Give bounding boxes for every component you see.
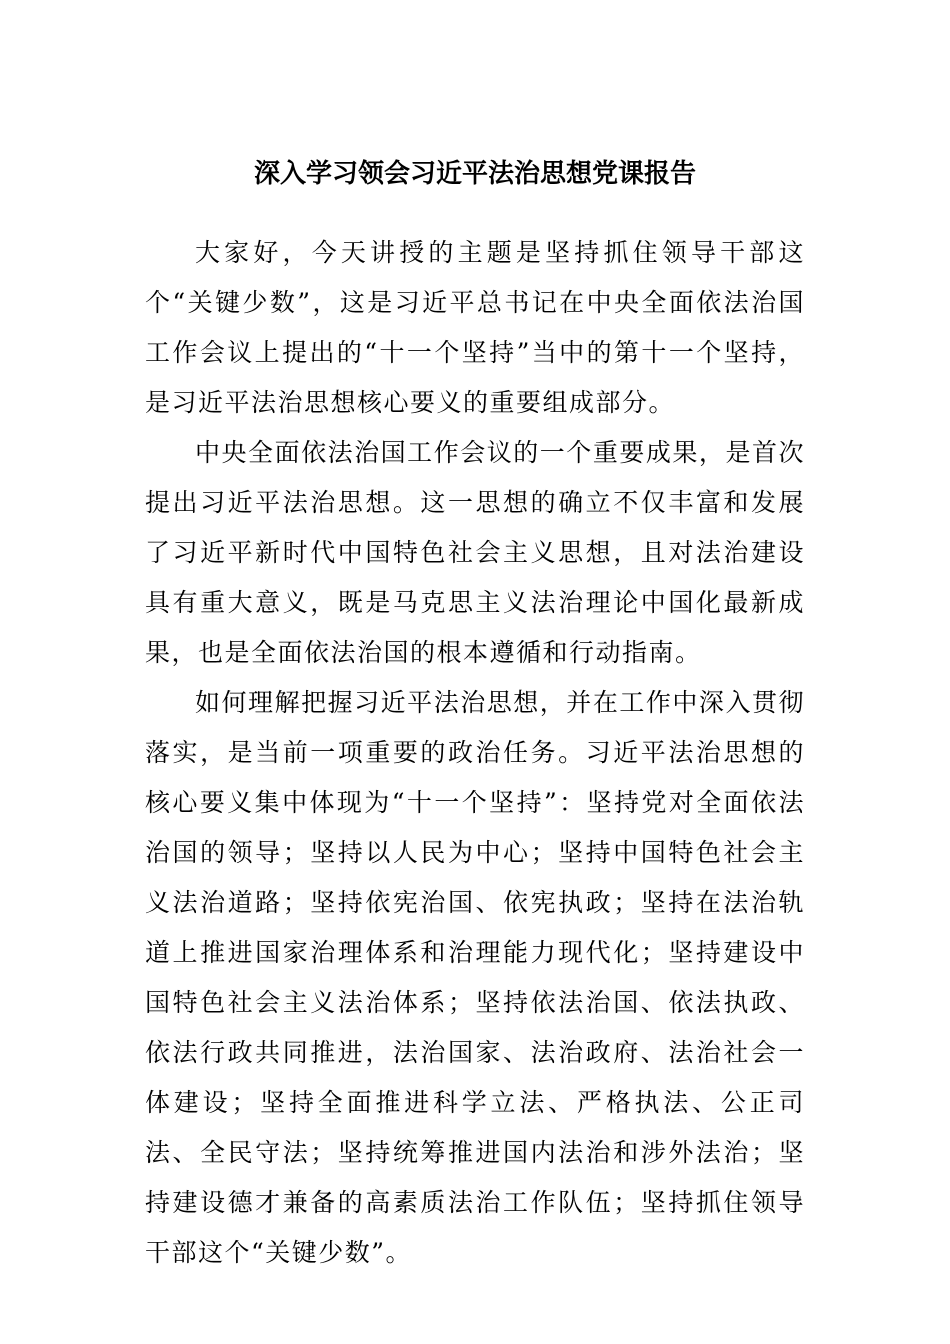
document-body bbox=[145, 228, 805, 1278]
document-title: 深入学习领会习近平法治思想党课报告 bbox=[253, 159, 696, 189]
paragraph-1: 大家好，今天讲授的主题是坚持抓住领导干部这个“关键少数”，这是习近平总书记在中央全面依法治国工作会议上提出的“十一个坚持”当中的第十一个坚持，是习近平法治思想核心要义的重要组成部分。 bbox=[145, 238, 805, 417]
paragraph-3: 如何理解把握习近平法治思想，并在工作中深入贯彻落实，是当前一项重要的政治任务。习近平法治思想的核心要义集中体现为“十一个坚持”：坚持党对全面依法治国的领导；坚持以人民为中心；坚持中国特色社会主义法治道路；坚持依宪治国、依宪执政；坚持在法治轨道上推进国家治理体系和治理能力现代化；坚持建设中国特色社会主义法治体系；坚持依法治国、依法执政、依法行政共同推进，法治国家、法治政府、法治社会一体建设；坚持全面推进科学立法、严格执法、公正司法、全民守法；坚持统筹推进国内法治和涉外法治；坚持建设德才兼备的高素质法治工作队伍；坚持抓住领导干部这个“关键少数”。 bbox=[145, 688, 805, 1267]
paragraph-2: 中央全面依法治国工作会议的一个重要成果，是首次提出习近平法治思想。这一思想的确立不仅丰富和发展了习近平新时代中国特色社会主义思想，且对法治建设具有重大意义，既是马克思主义法治理论中国化最新成果，也是全面依法治国的根本遵循和行动指南。 bbox=[145, 438, 805, 667]
